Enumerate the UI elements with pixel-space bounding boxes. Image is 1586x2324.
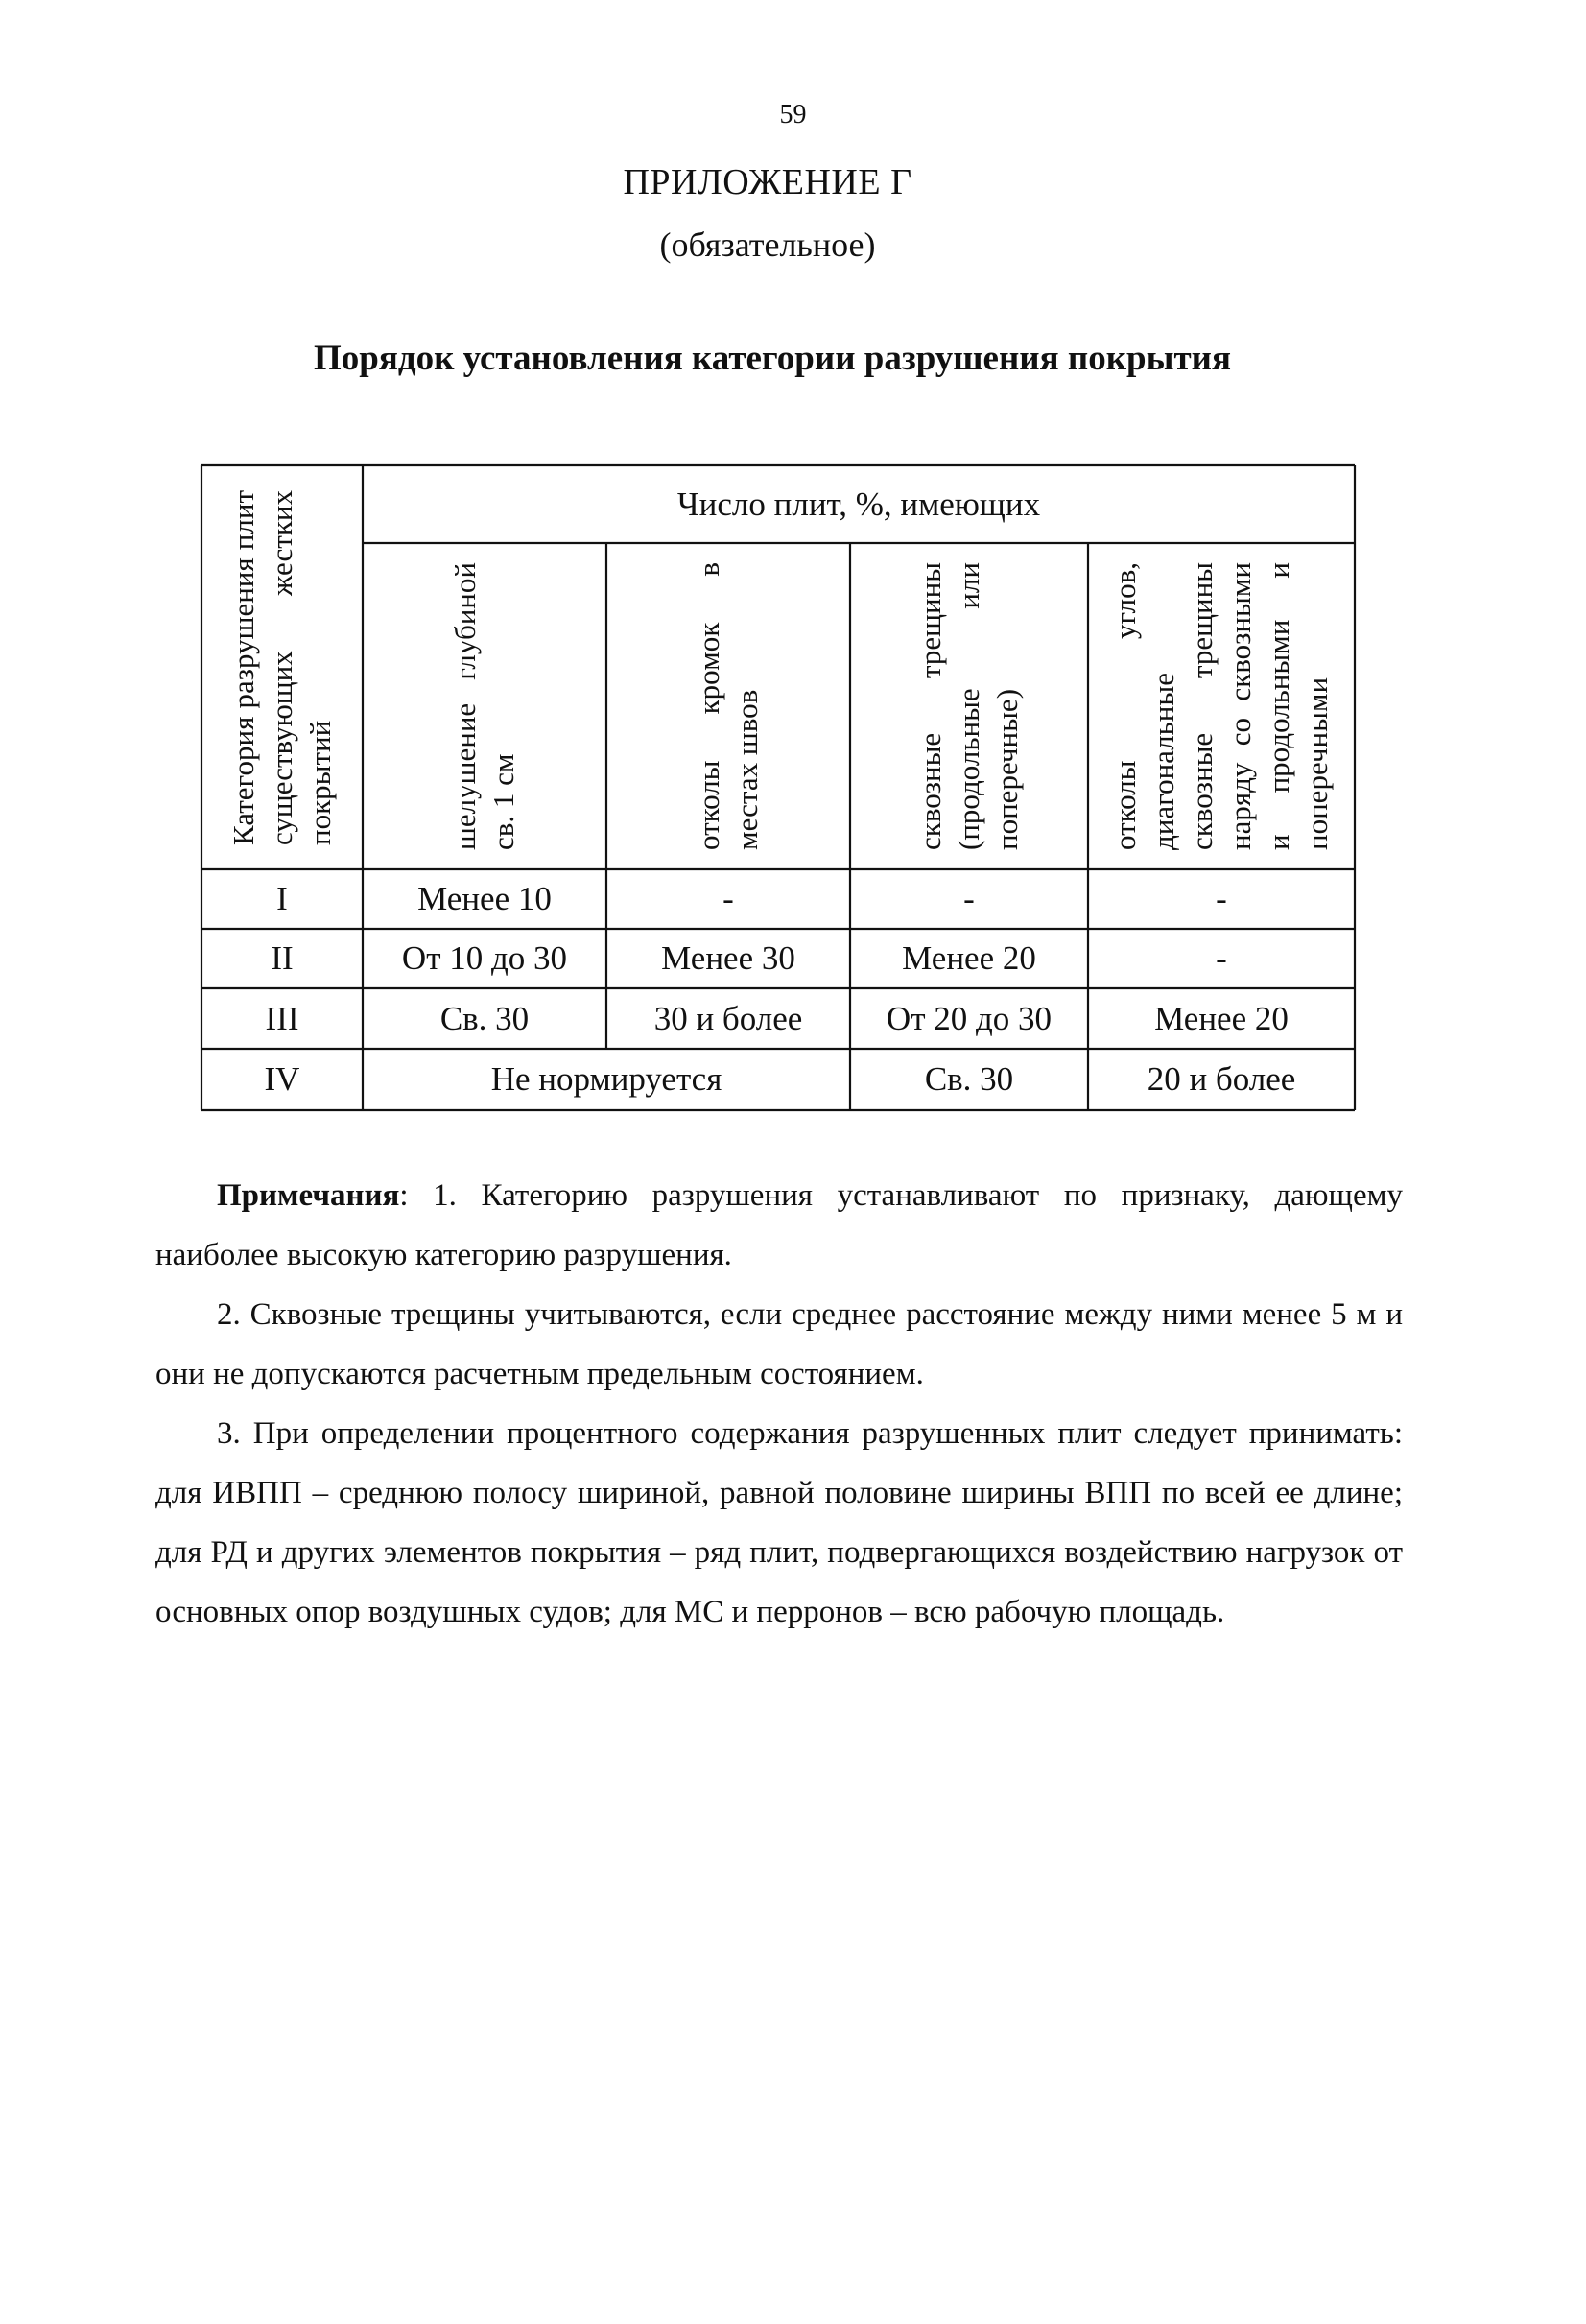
page-number: 59 xyxy=(779,100,807,130)
table-cell: Менее 30 xyxy=(661,939,795,977)
table-cell: - xyxy=(963,880,975,917)
group-header: Число плит, %, имеющих xyxy=(676,485,1041,523)
table-cell-merged: Не нормируется xyxy=(490,1060,722,1098)
appendix-subtitle: (обязательное) xyxy=(659,225,876,264)
row-category: II xyxy=(271,939,294,977)
column-header-cell xyxy=(365,545,604,867)
table-cell: - xyxy=(722,880,734,917)
note-1 xyxy=(155,1166,1403,1285)
table-cell: Св. 30 xyxy=(439,999,530,1037)
table-cell: 30 и более xyxy=(653,999,803,1037)
table-cell: Менее 20 xyxy=(902,939,1036,977)
table-cell: - xyxy=(1216,880,1227,917)
table-cell: - xyxy=(1216,939,1227,977)
notes-label: Примечания xyxy=(217,1178,400,1213)
table-cell: 20 и более xyxy=(1147,1060,1296,1098)
table-cell: Менее 20 xyxy=(1154,999,1289,1037)
note-3: 3. При определении процентного содержания разрушенных плит следует принимать: для ИВПП – среднюю полосу шириной, равной половине ширины ВПП по всей ее длине; для РД и других элементов покрытия – ряд плит, подвергающихся воздействию нагрузок от основных опор воздушных судов; для МС и перронов – всю рабочую площадь. xyxy=(155,1416,1403,1629)
table-title: Порядок установления категории разрушения покрытия xyxy=(313,339,1231,378)
notes-section xyxy=(155,1166,1403,1642)
column-header-peeling: шелушение глубиной св. 1 см xyxy=(448,562,520,850)
appendix-title: ПРИЛОЖЕНИЕ Г xyxy=(623,162,912,202)
column-header-cell xyxy=(852,545,1086,867)
column-header-cell xyxy=(1090,545,1353,867)
column-header-cell xyxy=(608,545,848,867)
row-category: IV xyxy=(264,1060,300,1098)
note-1-text: : 1. Категорию разрушения устанавливают по признаку, дающему наиболее высокую категорию разрушения. xyxy=(155,1178,1403,1272)
column-header-corner-spalls: отколы углов, диагональные сквозные трещины наряду со сквозными и продольными и поперечными xyxy=(1108,562,1334,850)
category-header-cell xyxy=(203,467,361,867)
row-category: I xyxy=(276,880,288,917)
column-header-through-cracks: сквозные трещины (продольные или поперечные) xyxy=(913,562,1024,850)
table-cell: Менее 10 xyxy=(417,880,552,917)
category-header: Категория разрушения плит существующих жестких покрытий xyxy=(226,489,337,845)
table-cell: Св. 30 xyxy=(924,1060,1014,1098)
table-cell: От 20 до 30 xyxy=(886,999,1053,1037)
row-category: III xyxy=(265,999,299,1037)
table-cell: От 10 до 30 xyxy=(401,939,568,977)
column-header-edge-spalls: отколы кромок в местах швов xyxy=(692,562,764,850)
note-2: 2. Сквозные трещины учитываются, если среднее расстояние между ними менее 5 м и они не допускаются расчетным предельным состоянием. xyxy=(155,1297,1403,1391)
